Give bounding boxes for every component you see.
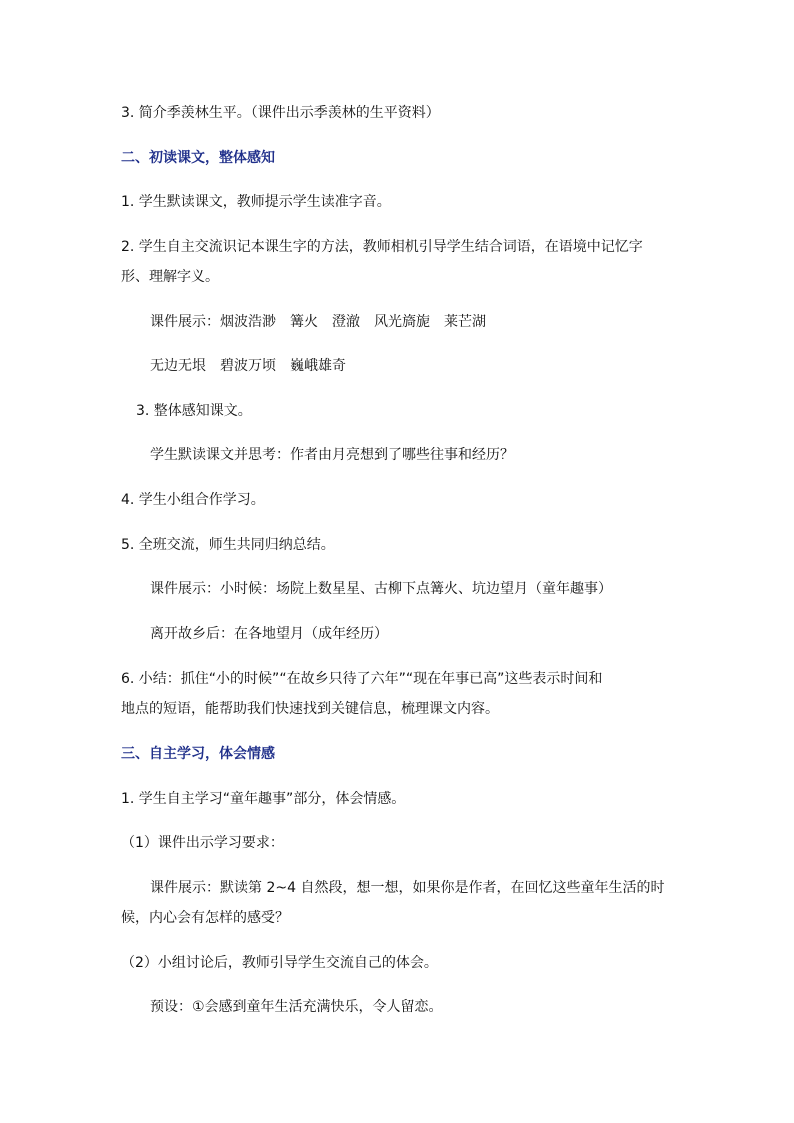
paragraph-2-line-2: 形、理解字义。 [121,269,219,285]
paragraph-5-class-exchange: 5. 全班交流，师生共同归纳总结。 [121,537,335,553]
courseware-vocab-line-1: 课件展示：烟波浩渺 篝火 澄澈 风光旖旎 莱芒湖 [150,314,486,330]
thinking-question: 学生默读课文并思考：作者由月亮想到了哪些往事和经历？ [150,447,514,463]
subitem-2-discussion: （2）小组讨论后，教师引导学生交流自己的体会。 [121,955,438,971]
courseware-reading-line-1: 课件展示：默读第 2~4 自然段，想一想，如果你是作者，在回忆这些童年生活的时 [150,880,665,896]
section-heading-2: 二、初读课文，整体感知 [121,150,275,166]
paragraph-3-overall: 3. 整体感知课文。 [136,403,252,419]
courseware-vocab-line-2: 无边无垠 碧波万顷 巍峨雄奇 [150,358,346,374]
preset-answer: 预设：①会感到童年生活充满快乐，令人留恋。 [150,999,443,1015]
paragraph-6-summary-line-1: 6. 小结：抓住“小的时候”“在故乡只待了六年”“现在年事已高”这些表示时间和 [121,671,603,687]
paragraph-4-group-study: 4. 学生小组合作学习。 [121,492,265,508]
paragraph-2-line-1: 2. 学生自主交流识记本课生字的方法，教师相机引导学生结合词语，在语境中记忆字 [121,239,643,255]
paragraph-1-silent-reading: 1. 学生默读课文，教师提示学生读准字音。 [121,194,391,210]
courseware-reading-line-2: 候，内心会有怎样的感受？ [121,910,289,926]
courseware-adulthood: 离开故乡后：在各地望月（成年经历） [150,626,388,642]
paragraph-1-self-study: 1. 学生自主学习“童年趣事”部分，体会情感。 [121,791,406,807]
section-heading-3: 三、自主学习，体会情感 [121,746,275,762]
courseware-childhood: 课件展示：小时候：场院上数星星、古柳下点篝火、坑边望月（童年趣事） [150,581,612,597]
subitem-1-requirements: （1）课件出示学习要求： [121,835,284,851]
paragraph-6-summary-line-2: 地点的短语，能帮助我们快速找到关键信息，梳理课文内容。 [121,701,499,717]
paragraph-3-intro: 3. 简介季羡林生平。（课件出示季羡林的生平资料） [121,105,440,121]
